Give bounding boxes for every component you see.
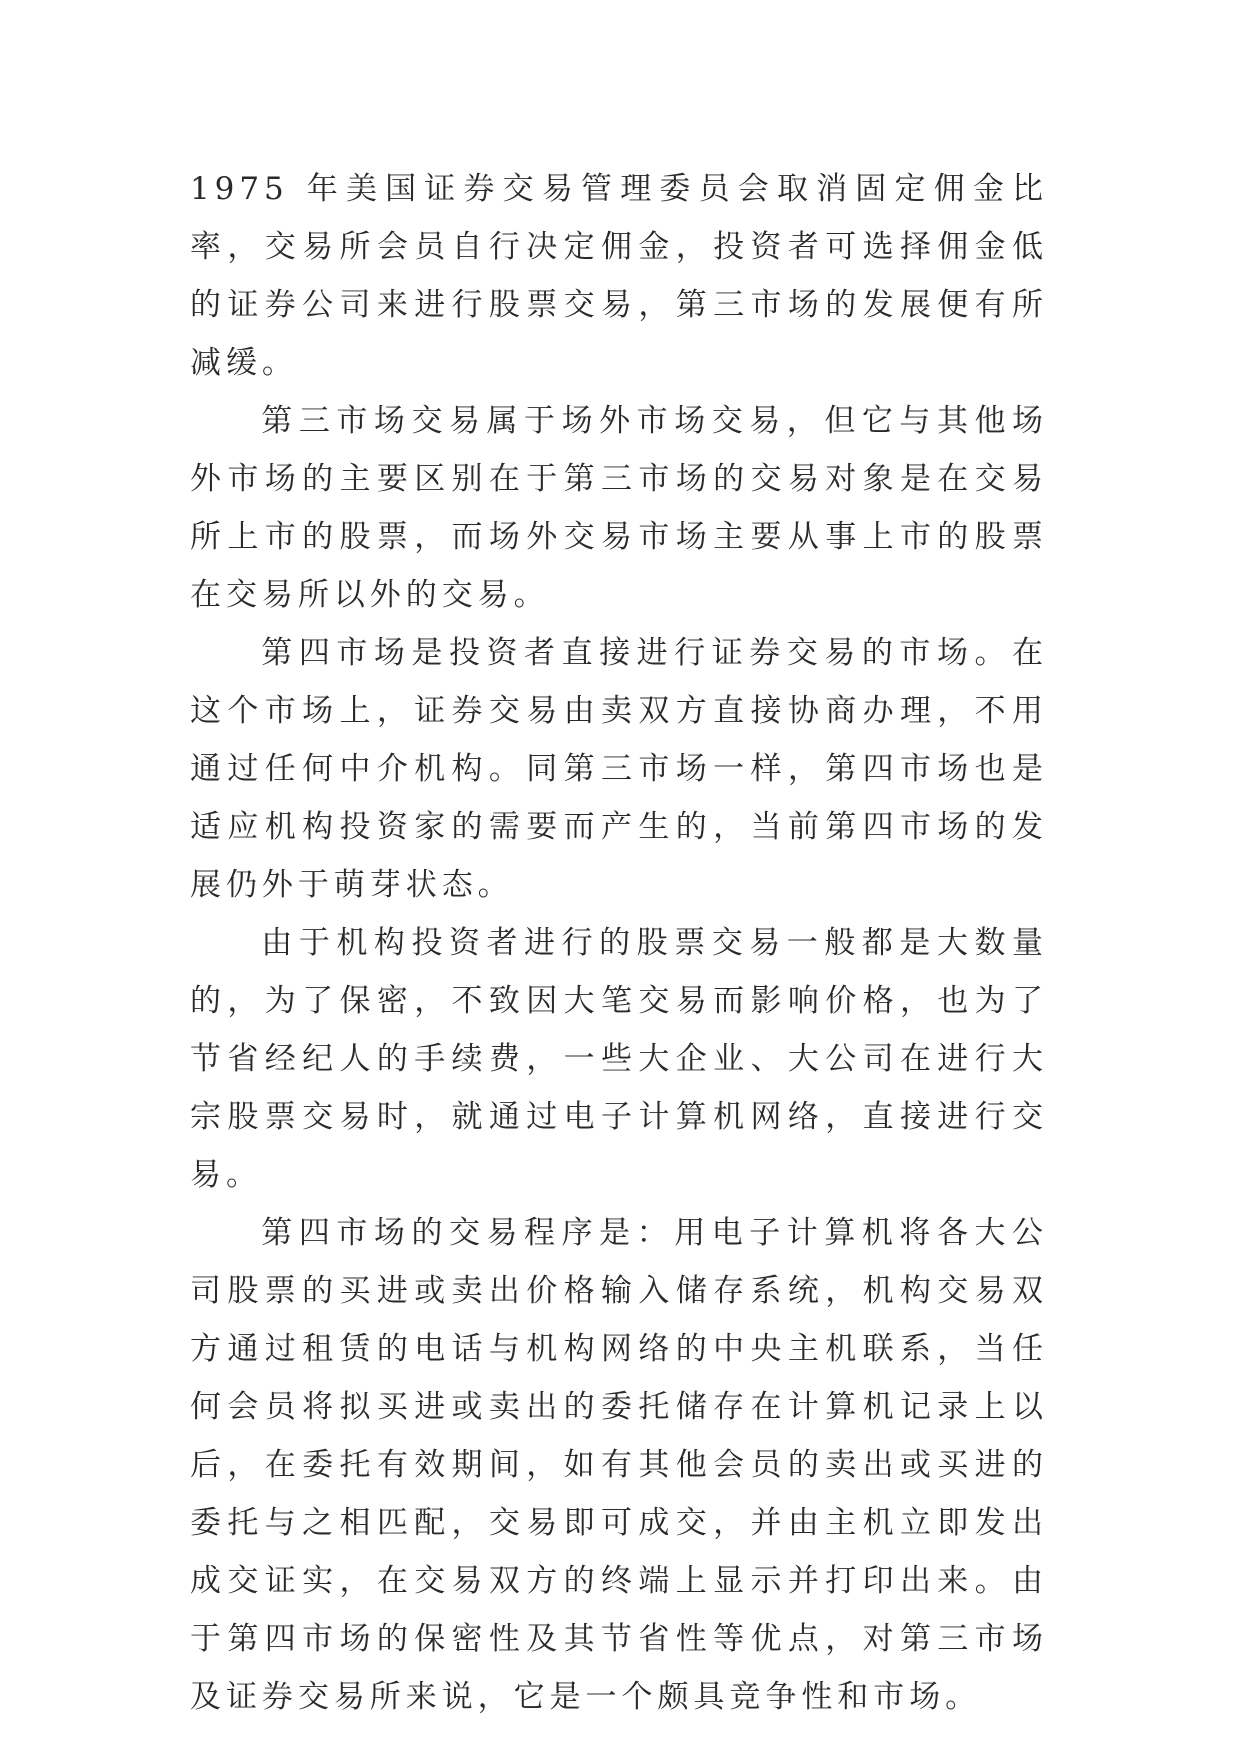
paragraph-5: 第四市场的交易程序是：用电子计算机将各大公司股票的买进或卖出价格输入储存系统，机构交易双方通过租赁的电话与机构网络的中央主机联系，当任何会员将拟买进或卖出的委托储存在计算机记录上以后，在委托有效期间，如有其他会员的卖出或买进的委托与之相匹配，交易即可成交，并由主机立即发出成交证实，在交易双方的终端上显示并打印出来。由于第四市场的保密性及其节省性等优点，对第三市场及证券交易所来说，它是一个颇具竞争性和市场。 xyxy=(190,1215,1048,1715)
body-text xyxy=(190,160,1048,1726)
paragraph-1: 1975 年美国证券交易管理委员会取消固定佣金比率，交易所会员自行决定佣金，投资者可选择佣金低的证券公司来进行股票交易，第三市场的发展便有所减缓。 xyxy=(190,171,1048,381)
paragraph-3: 第四市场是投资者直接进行证券交易的市场。在这个市场上，证券交易由卖双方直接协商办理，不用通过任何中介机构。同第三市场一样，第四市场也是适应机构投资家的需要而产生的，当前第四市场的发展仍外于萌芽状态。 xyxy=(190,635,1048,903)
paragraph-4: 由于机构投资者进行的股票交易一般都是大数量的，为了保密，不致因大笔交易而影响价格，也为了节省经纪人的手续费，一些大企业、大公司在进行大宗股票交易时，就通过电子计算机网络，直接进行交易。 xyxy=(190,925,1048,1193)
paragraph-2: 第三市场交易属于场外市场交易，但它与其他场外市场的主要区别在于第三市场的交易对象是在交易所上市的股票，而场外交易市场主要从事上市的股票在交易所以外的交易。 xyxy=(190,403,1048,613)
